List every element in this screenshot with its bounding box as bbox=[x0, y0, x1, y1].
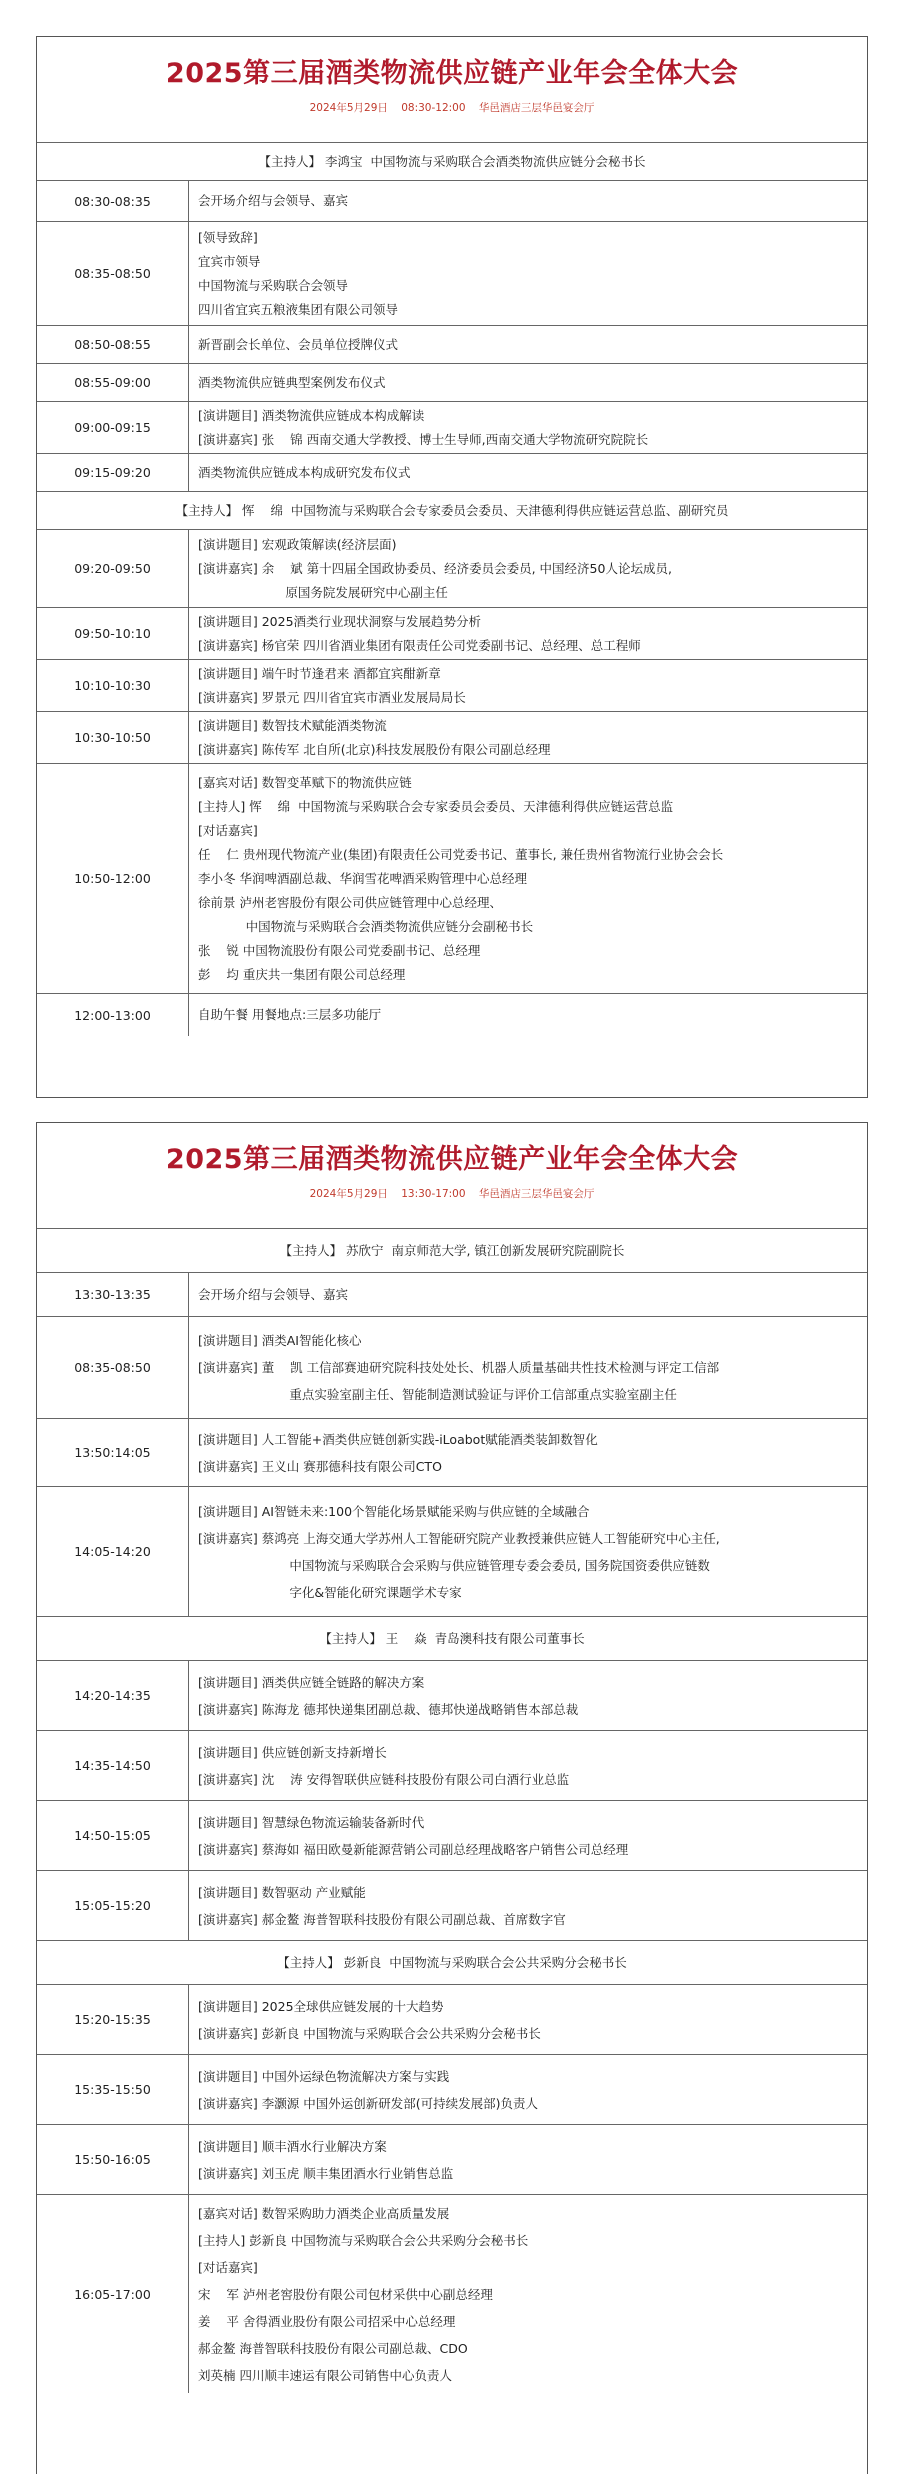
agenda-afternoon-session bbox=[36, 1122, 868, 2474]
agenda-line: 宜宾市领导 bbox=[198, 253, 261, 269]
time-slot: 10:10-10:30 bbox=[74, 678, 151, 693]
agenda-line: [演讲嘉宾] 张 锦 西南交通大学教授、博士生导师,西南交通大学物流研究院院长 bbox=[198, 431, 649, 447]
agenda-line: [演讲题目] 酒类物流供应链成本构成解读 bbox=[198, 407, 425, 423]
agenda-line: [演讲题目] 2025全球供应链发展的十大趋势 bbox=[198, 1998, 444, 2014]
time-cell bbox=[37, 660, 189, 711]
time-slot: 15:35-15:50 bbox=[74, 2082, 151, 2097]
time-slot: 14:35-14:50 bbox=[74, 1758, 151, 1773]
agenda-line: [主持人] 恽 绵 中国物流与采购联合会专家委员会委员、天津德利得供应链运营总监 bbox=[198, 798, 674, 814]
agenda-line: [演讲题目] 中国外运绿色物流解决方案与实践 bbox=[198, 2068, 450, 2084]
time-cell bbox=[37, 994, 189, 1036]
agenda-line: [演讲嘉宾] 杨官荣 四川省酒业集团有限责任公司党委副书记、总经理、总工程师 bbox=[198, 637, 641, 653]
agenda-line: 会开场介绍与会领导、嘉宾 bbox=[198, 193, 349, 208]
agenda-row bbox=[37, 1317, 867, 1419]
time-cell bbox=[37, 2125, 189, 2194]
session-title: 2025第三届酒类物流供应链产业年会全体大会 bbox=[165, 58, 739, 89]
agenda-line: [演讲嘉宾] 王义山 赛那德科技有限公司CTO bbox=[198, 1458, 442, 1474]
agenda-line: 张 锐 中国物流股份有限公司党委副书记、总经理 bbox=[198, 942, 481, 958]
agenda-row bbox=[37, 181, 867, 222]
agenda-row bbox=[37, 1273, 867, 1317]
agenda-line: [演讲题目] 数智驱动 产业赋能 bbox=[198, 1884, 366, 1900]
agenda-line: [对话嘉宾] bbox=[198, 822, 258, 838]
agenda-row bbox=[37, 2195, 867, 2393]
content-cell bbox=[189, 1317, 867, 1418]
agenda-line: 重点实验室副主任、智能制造测试验证与评价工信部重点实验室副主任 bbox=[198, 1387, 677, 1402]
agenda-row bbox=[37, 1661, 867, 1731]
agenda-line: 中国物流与采购联合会采购与供应链管理专委会委员, 国务院国资委供应链数 bbox=[198, 1557, 710, 1573]
agenda-line: [演讲题目] 智慧绿色物流运输装备新时代 bbox=[198, 1814, 425, 1830]
time-slot: 15:20-15:35 bbox=[74, 2012, 151, 2027]
agenda-row bbox=[37, 2125, 867, 2195]
agenda-morning-session bbox=[36, 36, 868, 1098]
time-slot: 12:00-13:00 bbox=[74, 1007, 151, 1023]
agenda-line: 新晋副会长单位、会员单位授牌仪式 bbox=[198, 336, 399, 352]
time-cell bbox=[37, 2055, 189, 2124]
agenda-line: [演讲嘉宾] 董 凯 工信部赛迪研究院科技处处长、机器人质量基础共性技术检测与评定工信部 bbox=[198, 1360, 720, 1375]
time-cell bbox=[37, 608, 189, 659]
time-cell bbox=[37, 764, 189, 993]
time-slot: 08:55-09:00 bbox=[74, 375, 151, 390]
agenda-line: [演讲嘉宾] 彭新良 中国物流与采购联合会公共采购分会秘书长 bbox=[198, 2025, 541, 2041]
agenda-line: 酒类物流供应链成本构成研究发布仪式 bbox=[198, 464, 411, 480]
time-cell bbox=[37, 1985, 189, 2054]
time-slot: 14:20-14:35 bbox=[74, 1688, 151, 1703]
session-title: 2025第三届酒类物流供应链产业年会全体大会 bbox=[165, 1144, 739, 1175]
time-cell bbox=[37, 1419, 189, 1486]
agenda-line: [演讲题目] 酒类AI智能化核心 bbox=[198, 1333, 362, 1348]
content-cell bbox=[189, 181, 867, 221]
time-slot: 09:00-09:15 bbox=[74, 420, 151, 435]
agenda-line: 任 仁 贵州现代物流产业(集团)有限责任公司党委书记、董事长, 兼任贵州省物流行业协会会长 bbox=[198, 846, 724, 862]
agenda-line: [嘉宾对话] 数智变革赋下的物流供应链 bbox=[198, 774, 412, 790]
session-header bbox=[37, 37, 867, 143]
agenda-row bbox=[37, 1871, 867, 1941]
agenda-line: 宋 军 泸州老窖股份有限公司包材采供中心副总经理 bbox=[198, 2286, 493, 2302]
time-cell bbox=[37, 1317, 189, 1418]
agenda-line: [演讲题目] 端午时节逢君来 酒都宜宾酣新章 bbox=[198, 665, 441, 681]
agenda-line: 中国物流与采购联合会酒类物流供应链分会副秘书长 bbox=[198, 918, 534, 934]
agenda-row bbox=[37, 222, 867, 326]
agenda-line: 徐前景 泸州老窖股份有限公司供应链管理中心总经理、 bbox=[198, 894, 502, 910]
agenda-row bbox=[37, 326, 867, 364]
time-slot: 10:30-10:50 bbox=[74, 730, 151, 745]
agenda-line: [演讲题目] 供应链创新支持新增长 bbox=[198, 1744, 387, 1760]
content-cell bbox=[189, 364, 867, 401]
agenda-row bbox=[37, 530, 867, 608]
content-cell bbox=[189, 530, 867, 607]
time-cell bbox=[37, 402, 189, 453]
agenda-row bbox=[37, 454, 867, 492]
content-cell bbox=[189, 1661, 867, 1730]
content-cell bbox=[189, 2125, 867, 2194]
agenda-line: [演讲题目] AI智链未来:100个智能化场景赋能采购与供应链的全域融合 bbox=[198, 1503, 590, 1519]
time-slot: 08:30-08:35 bbox=[74, 193, 151, 209]
content-cell bbox=[189, 1487, 867, 1616]
host-row: 【主持人】 恽 绵 中国物流与采购联合会专家委员会委员、天津德利得供应链运营总监、副研究员 bbox=[37, 492, 867, 530]
agenda-line: 姜 平 舍得酒业股份有限公司招采中心总经理 bbox=[198, 2313, 456, 2329]
session-date-venue: 2024年5月29日 08:30-12:00 华邑酒店三层华邑宴会厅 bbox=[309, 102, 595, 114]
agenda-line: 刘英楠 四川顺丰速运有限公司销售中心负责人 bbox=[198, 2367, 452, 2383]
content-cell bbox=[189, 1731, 867, 1800]
agenda-line: [演讲题目] 酒类供应链全链路的解决方案 bbox=[198, 1674, 425, 1690]
time-slot: 08:50-08:55 bbox=[74, 337, 151, 352]
agenda-row bbox=[37, 402, 867, 454]
session-header bbox=[37, 1123, 867, 1229]
agenda-line: [演讲题目] 数智技术赋能酒类物流 bbox=[198, 717, 387, 733]
agenda-line: [演讲题目] 宏观政策解读(经济层面) bbox=[198, 536, 397, 552]
agenda-line: [演讲题目] 2025酒类行业现状洞察与发展趋势分析 bbox=[198, 613, 482, 629]
agenda-table bbox=[37, 143, 867, 1036]
agenda-row bbox=[37, 1487, 867, 1617]
time-cell bbox=[37, 1801, 189, 1870]
time-slot: 13:30-13:35 bbox=[74, 1287, 151, 1302]
agenda-line: [演讲嘉宾] 蔡鸿亮 上海交通大学苏州人工智能研究院产业教授兼供应链人工智能研究中心主任, bbox=[198, 1530, 720, 1546]
agenda-line: 会开场介绍与会领导、嘉宾 bbox=[198, 1287, 349, 1302]
agenda-row bbox=[37, 660, 867, 712]
content-cell bbox=[189, 1871, 867, 1940]
time-slot: 08:35-08:50 bbox=[74, 1360, 151, 1375]
agenda-line: [主持人] 彭新良 中国物流与采购联合会公共采购分会秘书长 bbox=[198, 2232, 529, 2248]
time-slot: 09:50-10:10 bbox=[74, 626, 151, 641]
time-cell bbox=[37, 326, 189, 363]
content-cell bbox=[189, 454, 867, 491]
agenda-line: [演讲嘉宾] 陈海龙 德邦快递集团副总裁、德邦快递战略销售本部总裁 bbox=[198, 1701, 579, 1717]
content-cell bbox=[189, 1419, 867, 1486]
time-slot: 15:05-15:20 bbox=[74, 1898, 151, 1913]
time-cell bbox=[37, 1273, 189, 1316]
time-cell bbox=[37, 222, 189, 325]
time-cell bbox=[37, 2195, 189, 2393]
time-cell bbox=[37, 1661, 189, 1730]
content-cell bbox=[189, 608, 867, 659]
content-cell bbox=[189, 994, 867, 1036]
agenda-row bbox=[37, 2055, 867, 2125]
agenda-row bbox=[37, 1801, 867, 1871]
time-cell bbox=[37, 1871, 189, 1940]
content-cell bbox=[189, 1985, 867, 2054]
agenda-row bbox=[37, 1731, 867, 1801]
session-date-venue: 2024年5月29日 13:30-17:00 华邑酒店三层华邑宴会厅 bbox=[309, 1188, 595, 1200]
time-slot: 14:50-15:05 bbox=[74, 1828, 151, 1843]
content-cell bbox=[189, 712, 867, 763]
host-row: 【主持人】 李鸿宝 中国物流与采购联合会酒类物流供应链分会秘书长 bbox=[37, 143, 867, 181]
agenda-line: 字化&智能化研究课题学术专家 bbox=[198, 1584, 462, 1600]
agenda-line: [演讲嘉宾] 蔡海如 福田欧曼新能源营销公司副总经理战略客户销售公司总经理 bbox=[198, 1841, 629, 1857]
host-row: 【主持人】 彭新良 中国物流与采购联合会公共采购分会秘书长 bbox=[37, 1941, 867, 1985]
agenda-line: [演讲题目] 顺丰酒水行业解决方案 bbox=[198, 2138, 387, 2154]
content-cell bbox=[189, 2195, 867, 2393]
agenda-line: 中国物流与采购联合会领导 bbox=[198, 277, 349, 293]
agenda-row bbox=[37, 1419, 867, 1487]
time-slot: 09:20-09:50 bbox=[74, 561, 151, 576]
agenda-row bbox=[37, 994, 867, 1036]
agenda-line: [领导致辞] bbox=[198, 229, 258, 245]
time-cell bbox=[37, 454, 189, 491]
agenda-line: 酒类物流供应链典型案例发布仪式 bbox=[198, 374, 386, 390]
host-row: 【主持人】 王 焱 青岛澳科技有限公司董事长 bbox=[37, 1617, 867, 1661]
content-cell bbox=[189, 1801, 867, 1870]
agenda-row bbox=[37, 364, 867, 402]
time-cell bbox=[37, 181, 189, 221]
agenda-row bbox=[37, 608, 867, 660]
agenda-line: 彭 均 重庆共一集团有限公司总经理 bbox=[198, 966, 406, 982]
content-cell bbox=[189, 1273, 867, 1316]
agenda-line: 李小冬 华润啤酒副总裁、华润雪花啤酒采购管理中心总经理 bbox=[198, 870, 527, 886]
agenda-line: [演讲嘉宾] 沈 涛 安得智联供应链科技股份有限公司白酒行业总监 bbox=[198, 1771, 570, 1787]
time-cell bbox=[37, 1731, 189, 1800]
content-cell bbox=[189, 2055, 867, 2124]
time-slot: 09:15-09:20 bbox=[74, 465, 151, 480]
time-slot: 10:50-12:00 bbox=[74, 871, 151, 886]
time-cell bbox=[37, 1487, 189, 1616]
agenda-line: [演讲题目] 人工智能+酒类供应链创新实践-iLoabot赋能酒类装卸数智化 bbox=[198, 1431, 598, 1447]
time-slot: 14:05-14:20 bbox=[74, 1544, 151, 1559]
agenda-row bbox=[37, 712, 867, 764]
agenda-line: [演讲嘉宾] 陈传军 北自所(北京)科技发展股份有限公司副总经理 bbox=[198, 741, 551, 757]
host-row: 【主持人】 苏欣宁 南京师范大学, 镇江创新发展研究院副院长 bbox=[37, 1229, 867, 1273]
time-slot: 13:50:14:05 bbox=[74, 1445, 151, 1460]
agenda-line: [嘉宾对话] 数智采购助力酒类企业高质量发展 bbox=[198, 2205, 450, 2221]
agenda-line: [演讲嘉宾] 李灏源 中国外运创新研发部(可持续发展部)负责人 bbox=[198, 2095, 538, 2111]
agenda-line: [演讲嘉宾] 刘玉虎 顺丰集团酒水行业销售总监 bbox=[198, 2165, 454, 2181]
agenda-line: [演讲嘉宾] 余 斌 第十四届全国政协委员、经济委员会委员, 中国经济50人论坛成员, bbox=[198, 560, 672, 576]
content-cell bbox=[189, 660, 867, 711]
time-cell bbox=[37, 530, 189, 607]
content-cell bbox=[189, 402, 867, 453]
time-slot: 08:35-08:50 bbox=[74, 266, 151, 281]
agenda-row bbox=[37, 764, 867, 994]
content-cell bbox=[189, 222, 867, 325]
agenda-line: [演讲嘉宾] 郝金鳌 海普智联科技股份有限公司副总裁、首席数字官 bbox=[198, 1911, 566, 1927]
time-slot: 15:50-16:05 bbox=[74, 2152, 151, 2167]
time-cell bbox=[37, 364, 189, 401]
time-cell bbox=[37, 712, 189, 763]
time-slot: 16:05-17:00 bbox=[74, 2286, 151, 2302]
agenda-line: [演讲嘉宾] 罗景元 四川省宜宾市酒业发展局局长 bbox=[198, 689, 466, 705]
content-cell bbox=[189, 326, 867, 363]
agenda-row bbox=[37, 1985, 867, 2055]
agenda-line: 原国务院发展研究中心副主任 bbox=[198, 584, 448, 600]
content-cell bbox=[189, 764, 867, 993]
agenda-table bbox=[37, 1229, 867, 2393]
agenda-line: 郝金鳌 海普智联科技股份有限公司副总裁、CDO bbox=[198, 2340, 468, 2356]
agenda-line: 自助午餐 用餐地点:三层多功能厅 bbox=[198, 1007, 382, 1022]
agenda-line: [对话嘉宾] bbox=[198, 2259, 258, 2275]
agenda-line: 四川省宜宾五粮液集团有限公司领导 bbox=[198, 301, 399, 317]
